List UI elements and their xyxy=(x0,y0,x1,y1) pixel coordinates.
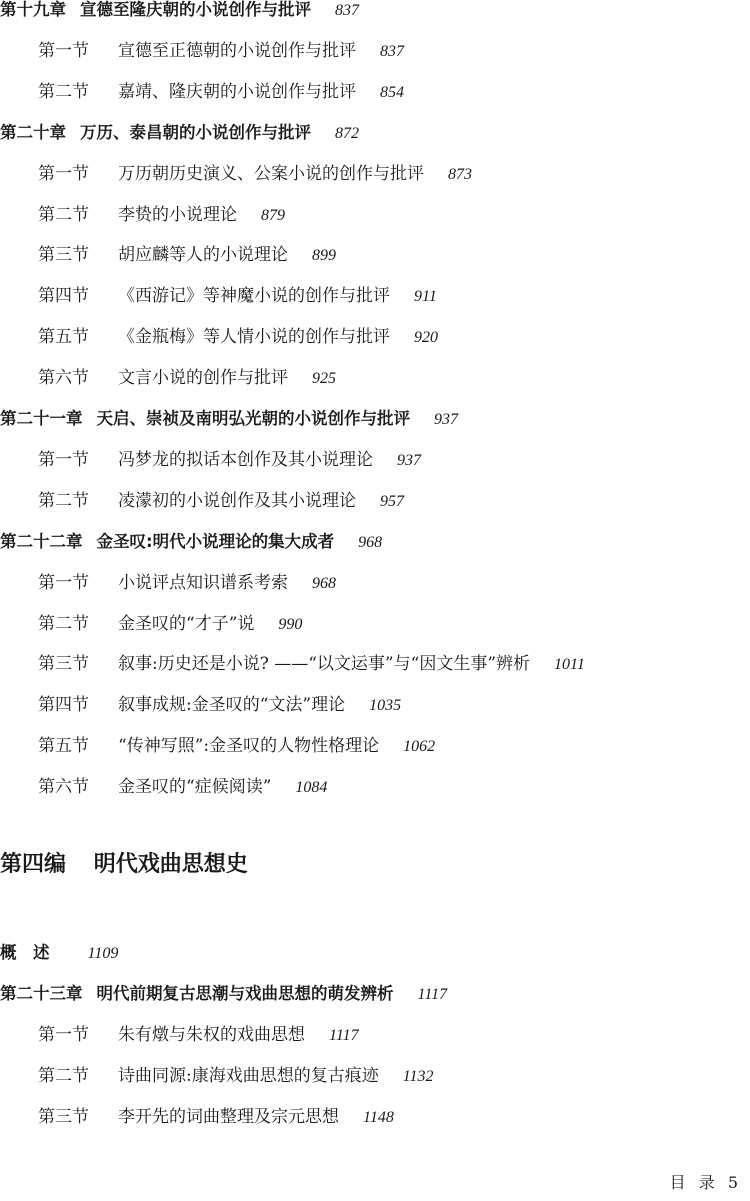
entry-page-number: 899 xyxy=(312,247,336,265)
entry-label: 第二十二章 xyxy=(0,531,83,551)
entry-page-number: 1148 xyxy=(363,1108,394,1126)
entry-label: 第二十章 xyxy=(0,122,66,142)
entry-label: 第一节 xyxy=(38,1024,89,1045)
toc-section-entry[interactable] xyxy=(38,322,438,352)
entry-title: 天启、崇祯及南明弘光朝的小说创作与批评 xyxy=(96,409,410,428)
entry-label: 第四节 xyxy=(38,286,89,307)
toc-section-entry[interactable] xyxy=(38,281,437,311)
entry-title: 万历、泰昌朝的小说创作与批评 xyxy=(80,122,311,142)
entry-title: 金圣叹的“才子”说 xyxy=(118,613,255,634)
entry-label: 第十九章 xyxy=(0,0,66,19)
entry-page-number: 968 xyxy=(312,574,336,592)
toc-section-entry[interactable] xyxy=(38,772,327,802)
toc-section-entry[interactable] xyxy=(38,200,285,230)
entry-label: 第五节 xyxy=(38,327,89,348)
entry-page-number: 872 xyxy=(335,124,359,142)
entry-title: 宣德至正德朝的小说创作与批评 xyxy=(118,40,356,61)
entry-label: 第二十三章 xyxy=(0,983,83,1003)
toc-section-entry[interactable] xyxy=(38,363,336,393)
toc-chapter-entry[interactable] xyxy=(0,118,359,148)
entry-label: 第四节 xyxy=(38,695,89,716)
entry-page-number: 1011 xyxy=(554,656,585,674)
entry-title: 叙事成规:金圣叹的“文法”理论 xyxy=(118,695,346,716)
entry-label: 第二节 xyxy=(38,490,89,511)
toc-section-entry[interactable] xyxy=(38,77,404,107)
entry-title: “传神写照”:金圣叹的人物性格理论 xyxy=(118,736,380,757)
part-title: 明代戏曲思想史 xyxy=(93,851,248,877)
entry-title: 胡应麟等人的小说理论 xyxy=(118,245,288,266)
entry-title: 文言小说的创作与批评 xyxy=(118,368,288,389)
entry-page-number: 837 xyxy=(380,42,404,60)
footer-label: 目 录 xyxy=(669,1173,719,1192)
entry-page-number: 1109 xyxy=(87,945,119,962)
toc-section-entry[interactable] xyxy=(38,731,435,761)
entry-label: 第六节 xyxy=(38,368,89,389)
entry-page-number: 1117 xyxy=(329,1026,359,1044)
entry-title: 叙事:历史还是小说? ——“以文运事”与“因文生事”辨析 xyxy=(118,654,531,675)
entry-label: 概 述 xyxy=(0,943,50,962)
entry-page-number: 879 xyxy=(261,206,285,224)
entry-page-number: 1035 xyxy=(369,697,402,715)
toc-section-entry[interactable] xyxy=(38,486,404,516)
entry-page-number: 854 xyxy=(380,83,404,101)
entry-title: 《西游记》等神魔小说的创作与批评 xyxy=(118,286,390,307)
entry-page-number: 1084 xyxy=(295,779,328,797)
entry-page-number: 873 xyxy=(448,165,472,183)
entry-label: 第二节 xyxy=(38,81,89,102)
entry-page-number: 920 xyxy=(414,329,438,347)
part-heading xyxy=(0,847,248,878)
toc-chapter-entry[interactable] xyxy=(0,979,447,1009)
entry-title: 宣德至隆庆朝的小说创作与批评 xyxy=(80,0,311,19)
toc-section-entry[interactable] xyxy=(38,690,401,720)
entry-label: 第一节 xyxy=(38,449,89,470)
entry-title: 诗曲同源:康海戏曲思想的复古痕迹 xyxy=(118,1065,379,1086)
toc-section-entry[interactable] xyxy=(38,1061,434,1091)
entry-title: 万历朝历史演义、公案小说的创作与批评 xyxy=(118,163,424,184)
toc-chapter-entry[interactable] xyxy=(0,404,458,434)
entry-label: 第二节 xyxy=(38,204,89,225)
entry-label: 第二节 xyxy=(38,613,89,634)
toc-section-entry[interactable] xyxy=(38,36,404,66)
entry-label: 第一节 xyxy=(38,40,89,61)
entry-label: 第一节 xyxy=(38,572,89,593)
entry-label: 第二节 xyxy=(38,1065,89,1086)
toc-chapter-entry[interactable] xyxy=(0,0,359,25)
entry-title: 冯梦龙的拟话本创作及其小说理论 xyxy=(118,449,373,470)
entry-title: 李贽的小说理论 xyxy=(118,204,237,225)
toc-section-entry[interactable] xyxy=(38,649,585,679)
footer-page-number: 5 xyxy=(727,1173,742,1192)
entry-page-number: 957 xyxy=(380,492,404,510)
entry-page-number: 925 xyxy=(312,370,336,388)
entry-page-number: 937 xyxy=(397,451,421,469)
entry-title: 明代前期复古思潮与戏曲思想的萌发辨析 xyxy=(96,983,394,1003)
entry-page-number: 968 xyxy=(358,533,383,551)
part-label: 第四编 xyxy=(0,851,67,877)
toc-section-entry[interactable] xyxy=(38,568,336,598)
entry-title: 凌濛初的小说创作及其小说理论 xyxy=(118,490,356,511)
toc-section-entry[interactable] xyxy=(38,159,472,189)
entry-title: 《金瓶梅》等人情小说的创作与批评 xyxy=(118,327,390,348)
entry-label: 第六节 xyxy=(38,777,89,798)
entry-title: 李开先的词曲整理及宗元思想 xyxy=(118,1106,339,1127)
entry-label: 第五节 xyxy=(38,736,89,757)
page-footer xyxy=(670,1170,742,1193)
toc-chapter-entry[interactable] xyxy=(0,527,382,557)
toc-section-entry[interactable] xyxy=(38,1020,359,1050)
entry-page-number: 937 xyxy=(434,411,458,428)
entry-page-number: 1062 xyxy=(403,738,436,756)
entry-page-number: 1132 xyxy=(402,1067,434,1085)
entry-label: 第三节 xyxy=(38,245,89,266)
entry-title: 嘉靖、隆庆朝的小说创作与批评 xyxy=(118,81,356,102)
entry-label: 第三节 xyxy=(38,1106,89,1127)
entry-page-number: 1117 xyxy=(417,985,448,1003)
entry-title: 小说评点知识谱系考索 xyxy=(118,572,288,593)
entry-page-number: 990 xyxy=(278,615,303,633)
entry-label: 第三节 xyxy=(38,654,89,675)
entry-label: 第一节 xyxy=(38,163,89,184)
toc-section-entry[interactable] xyxy=(38,240,336,270)
entry-page-number: 911 xyxy=(414,288,437,306)
toc-section-entry[interactable] xyxy=(38,609,302,639)
toc-section-entry[interactable] xyxy=(38,1102,394,1132)
toc-chapter-entry[interactable] xyxy=(0,938,118,968)
entry-title: 金圣叹的“症候阅读” xyxy=(118,777,272,798)
toc-section-entry[interactable] xyxy=(38,445,421,475)
entry-title: 朱有燉与朱权的戏曲思想 xyxy=(118,1024,305,1045)
entry-label: 第二十一章 xyxy=(0,409,83,428)
entry-title: 金圣叹:明代小说理论的集大成者 xyxy=(96,531,335,551)
entry-page-number: 837 xyxy=(335,2,359,19)
